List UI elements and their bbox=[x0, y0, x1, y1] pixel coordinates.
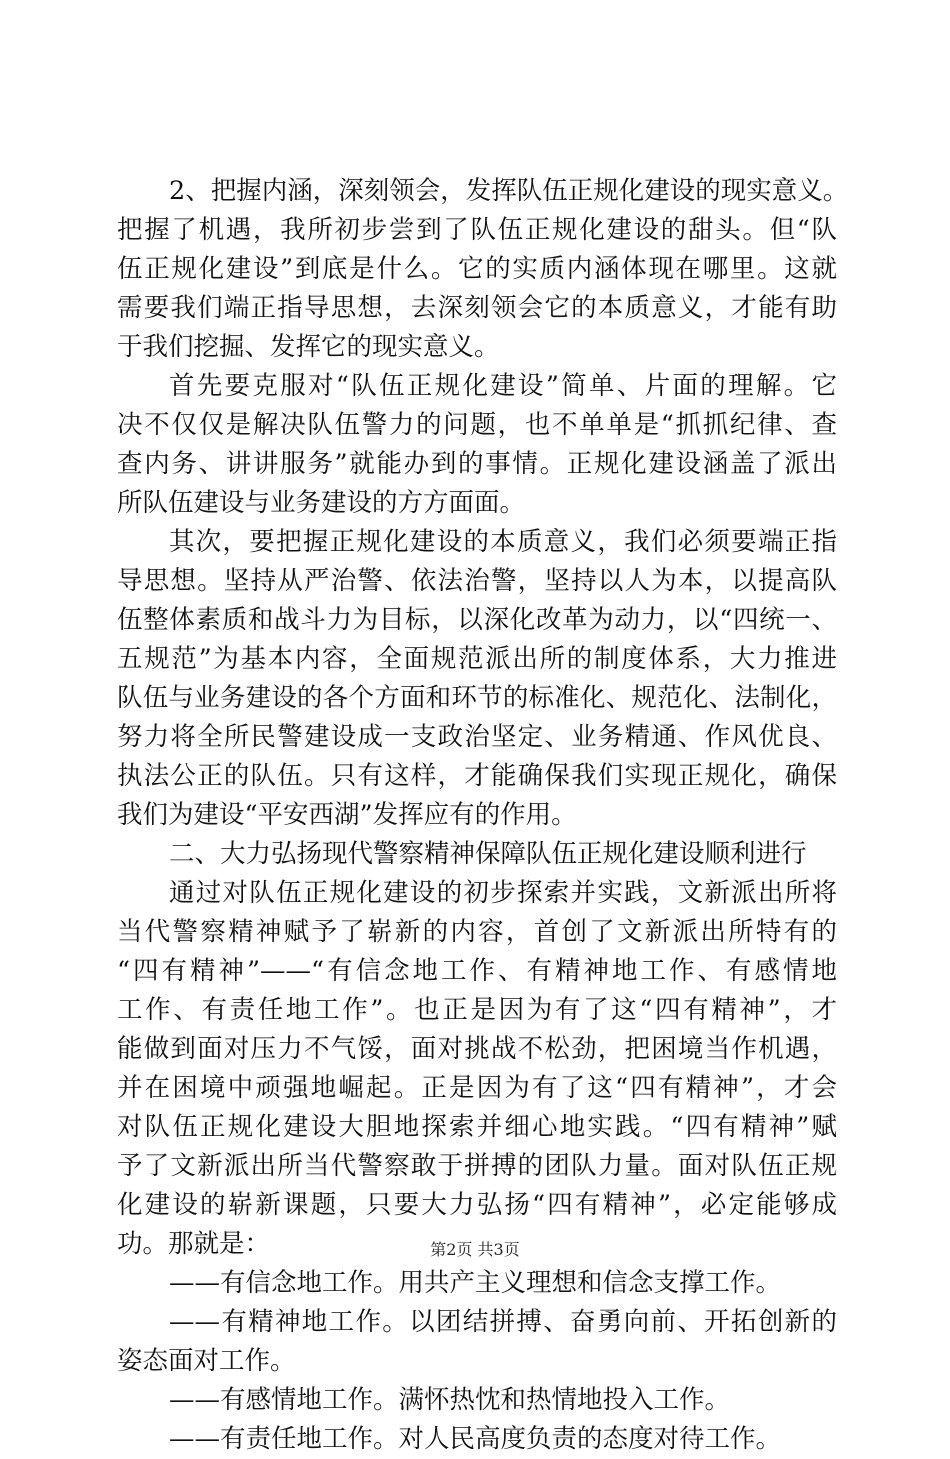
text-line: ——有信念地工作。用共产主义理想和信念支撑工作。 bbox=[169, 1268, 782, 1298]
text-line: 五规范”为基本内容，全面规范派出所的制度体系，大力推进 bbox=[117, 644, 837, 674]
text-line: 把握了机遇，我所初步尝到了队伍正规化建设的甜头。但“队 bbox=[117, 215, 837, 245]
paragraph-spirit bbox=[117, 874, 837, 1264]
text-line: 伍整体素质和战斗力为目标，以深化改革为动力，以“四统一、 bbox=[117, 605, 837, 635]
text-line: 对队伍正规化建设大胆地探索并细心地实践。“四有精神”赋 bbox=[117, 1112, 837, 1142]
paragraph-first bbox=[117, 367, 837, 523]
text-line: 工作、有责任地工作”。也正是因为有了这“四有精神”，才 bbox=[117, 995, 837, 1025]
text-line: 予了文新派出所当代警察敢于拼搏的团队力量。面对队伍正规 bbox=[117, 1151, 837, 1181]
text-line: 队伍与业务建设的各个方面和环节的标准化、规范化、法制化， bbox=[117, 683, 837, 713]
paragraph-second bbox=[117, 523, 837, 835]
document-body bbox=[117, 172, 849, 1459]
text-line: 姿态面对工作。 bbox=[117, 1346, 296, 1376]
text-line: 伍正规化建设”到底是什么。它的实质内涵体现在哪里。这就 bbox=[117, 254, 837, 284]
text-line: 执法公正的队伍。只有这样，才能确保我们实现正规化，确保 bbox=[117, 761, 837, 791]
text-line: ——有责任地工作。对人民高度负责的态度对待工作。 bbox=[169, 1424, 782, 1454]
text-line: 努力将全所民警建设成一支政治坚定、业务精通、作风优良、 bbox=[117, 722, 837, 752]
text-line: 所队伍建设与业务建设的方方面面。 bbox=[117, 488, 526, 518]
text-line: 通过对队伍正规化建设的初步探索并实践，文新派出所将 bbox=[169, 878, 837, 908]
text-line: 首先要克服对“队伍正规化建设”简单、片面的理解。它 bbox=[169, 371, 837, 401]
text-line: “四有精神”——“有信念地工作、有精神地工作、有感情地 bbox=[117, 956, 837, 986]
text-line: 我们为建设“平安西湖”发挥应有的作用。 bbox=[117, 800, 577, 830]
text-line: 需要我们端正指导思想，去深刻领会它的本质意义，才能有助 bbox=[117, 293, 837, 323]
list-item-spirit bbox=[117, 1303, 837, 1381]
text-line: 决不仅仅是解决队伍警力的问题，也不单单是“抓抓纪律、查 bbox=[117, 410, 837, 440]
text-line: 其次，要把握正规化建设的本质意义，我们必须要端正指 bbox=[169, 527, 837, 557]
text-line: ——有精神地工作。以团结拼搏、奋勇向前、开拓创新的 bbox=[169, 1307, 837, 1337]
paragraph-meaning bbox=[117, 172, 849, 367]
list-item-responsibility bbox=[117, 1420, 837, 1459]
text-line: 于我们挖掘、发挥它的现实意义。 bbox=[117, 332, 500, 362]
section-heading-text: 二、大力弘扬现代警察精神保障队伍正规化建设顺利进行 bbox=[169, 839, 807, 869]
text-line: 并在困境中顽强地崛起。正是因为有了这“四有精神”，才会 bbox=[117, 1073, 837, 1103]
text-line: 当代警察精神赋予了崭新的内容，首创了文新派出所特有的 bbox=[117, 917, 837, 947]
text-line: 化建设的崭新课题，只要大力弘扬“四有精神”，必定能够成 bbox=[117, 1190, 837, 1220]
page-number-footer: 第2页 共3页 bbox=[430, 1240, 520, 1259]
text-line: 功。那就是： bbox=[117, 1229, 271, 1259]
text-line: ——有感情地工作。满怀热忱和热情地投入工作。 bbox=[169, 1385, 731, 1415]
section-heading bbox=[117, 835, 837, 874]
list-item-emotion bbox=[117, 1381, 837, 1420]
list-item-belief bbox=[117, 1264, 837, 1303]
text-line: 2、把握内涵，深刻领会，发挥队伍正规化建设的现实意义。 bbox=[169, 176, 849, 206]
text-line: 导思想。坚持从严治警、依法治警，坚持以人为本，以提高队 bbox=[117, 566, 837, 596]
text-line: 能做到面对压力不气馁，面对挑战不松劲，把困境当作机遇， bbox=[117, 1034, 837, 1064]
text-line: 查内务、讲讲服务”就能办到的事情。正规化建设涵盖了派出 bbox=[117, 449, 837, 479]
